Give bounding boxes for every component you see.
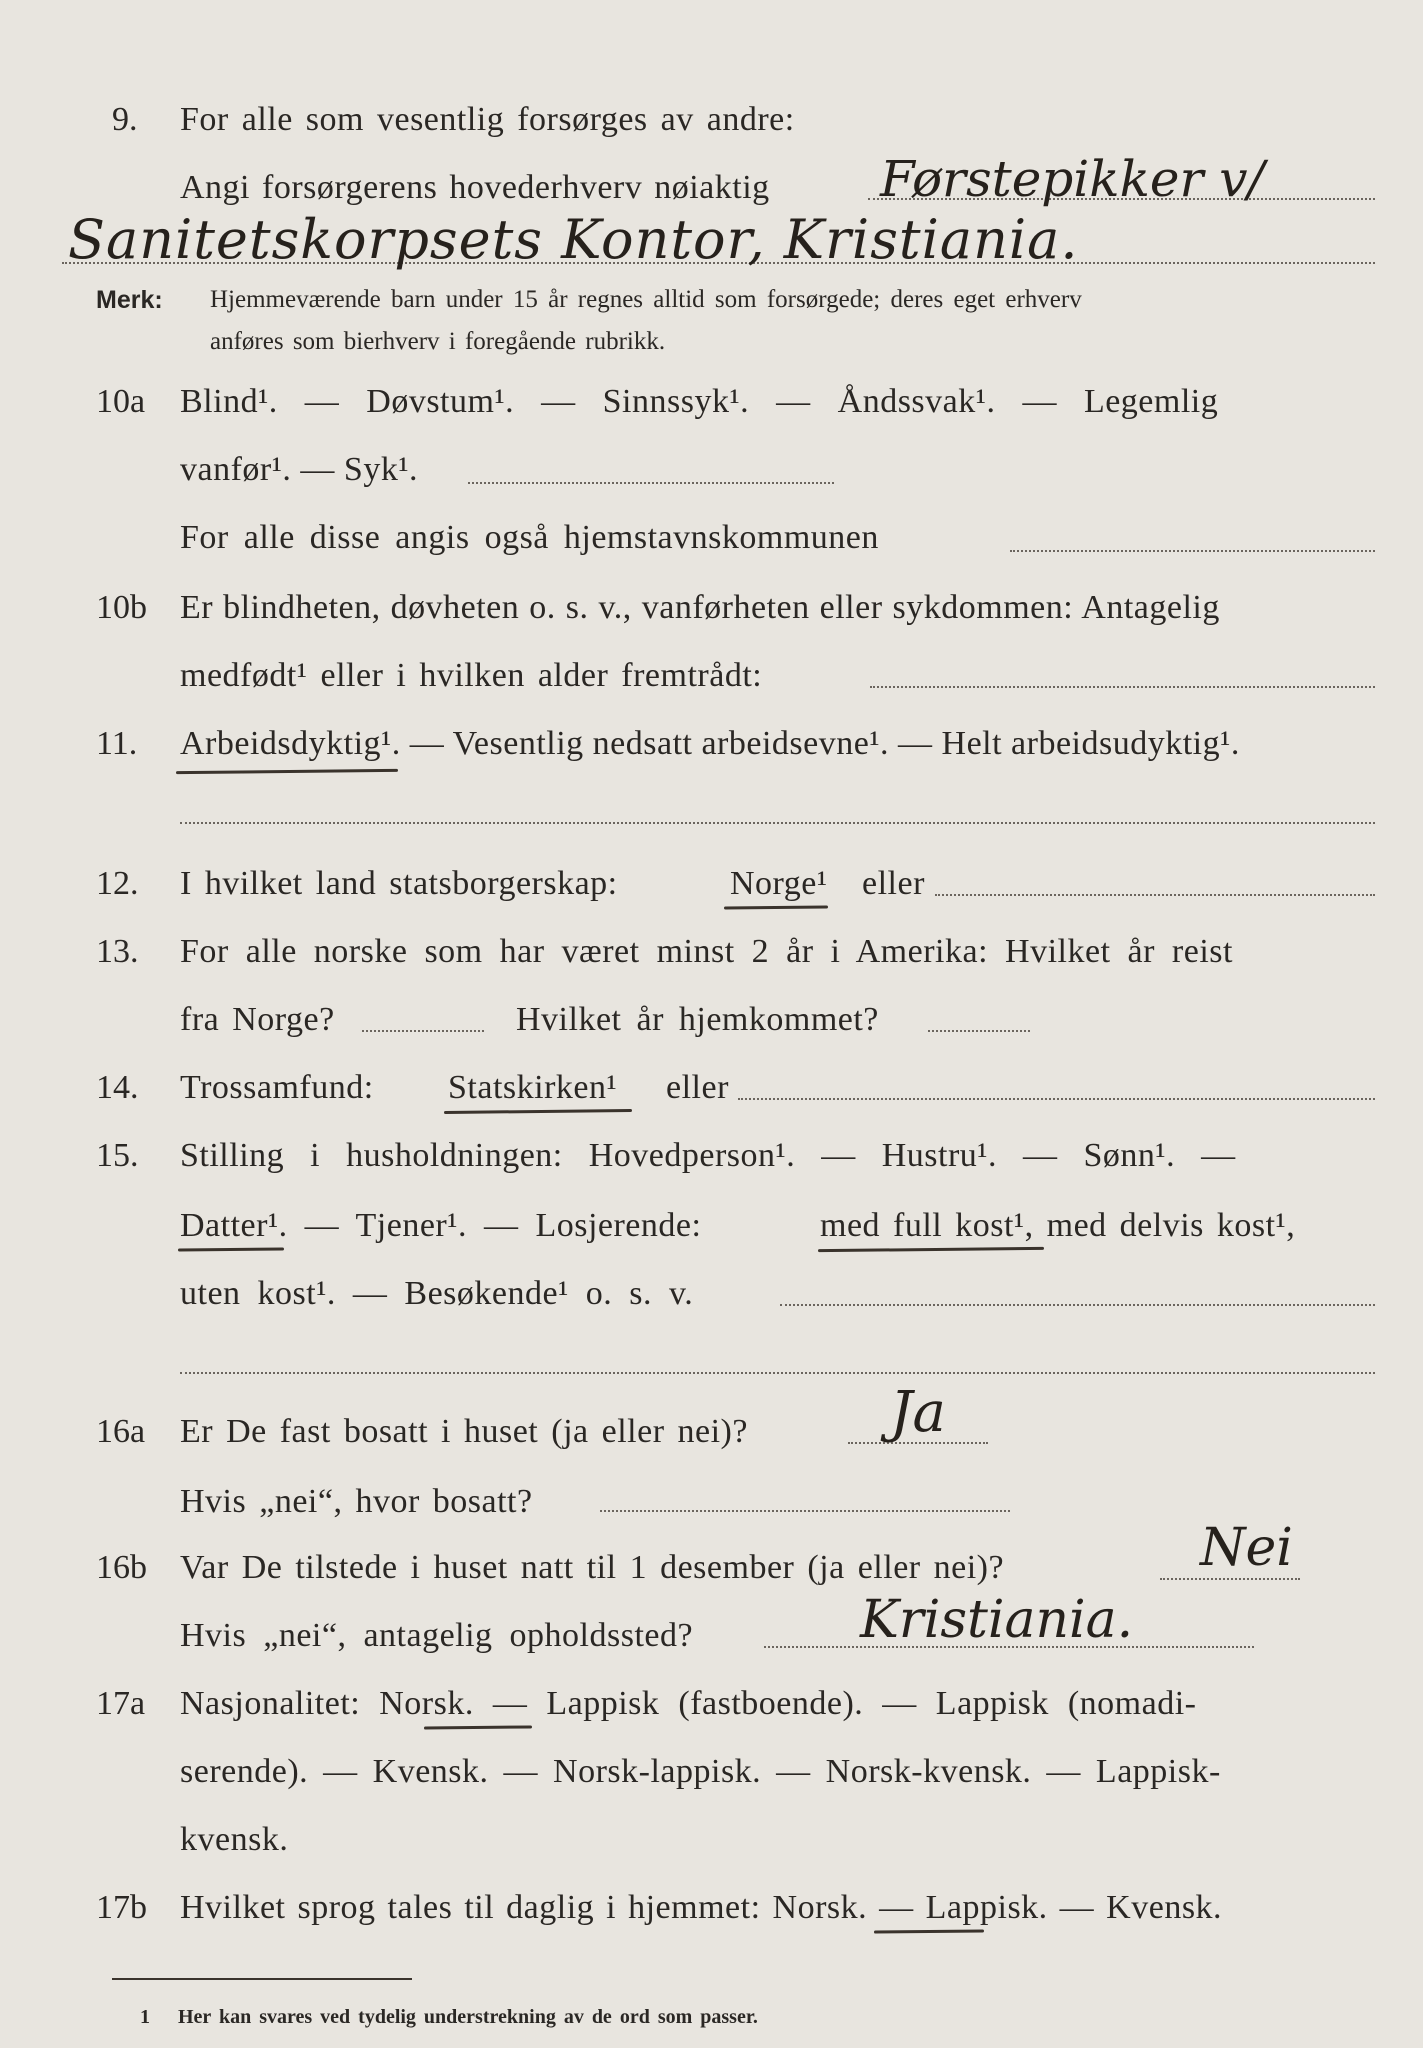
footnote-rule [112,1978,412,1980]
q9-line2: Angi forsørgerens hovederhverv nøiaktig [180,169,770,206]
q17b-underline-norsk [874,1929,984,1933]
q14-label: Trossamfund: [180,1069,374,1106]
q12-number: 12. [96,865,139,902]
q10b-line1: Er blindheten, døvheten o. s. v., vanførheten eller sykdommen: Antagelig [180,589,1220,626]
q13-number: 13. [96,933,139,970]
q13-line1: For alle norske som har været minst 2 år i Amerika: Hvilket år reist [180,933,1233,970]
q10a-line1: Blind¹. — Døvstum¹. — Sinnssyk¹. — Åndssvak¹. — Legemlig [180,383,1219,420]
q17b-line1: Hvilket sprog tales til daglig i hjemmet: Norsk. — Lappisk. — Kvensk. [180,1889,1223,1926]
q17a-number: 17a [96,1685,146,1722]
q10b-answer-line [870,686,1375,688]
q12-word-norge: Norge¹ [730,865,828,902]
q16a-line2: Hvis „nei“, hvor bosatt? [180,1483,533,1520]
q15-answer-line2 [180,1372,1375,1374]
merk-label: Merk: [96,286,163,314]
q11-answer-line [180,822,1375,824]
q17a-line2: serende). — Kvensk. — Norsk-lappisk. — Norsk-kvensk. — Lappisk- [180,1753,1221,1790]
q14-answer-line [738,1098,1375,1100]
q10b-number: 10b [96,589,147,626]
q13-line2b: Hvilket år hjemkommet? [516,1001,879,1038]
q14-tail: eller [666,1069,729,1106]
q16b-line1: Var De tilstede i huset natt til 1 desember (ja eller nei)? [180,1549,1005,1586]
q16b-handwritten-answer2: Kristiania. [860,1590,1134,1650]
q14-word-statskirken: Statskirken¹ [448,1069,618,1106]
q16b-number: 16b [96,1549,147,1586]
footnote-text: Her kan svares ved tydelig understrekning av de ord som passer. [178,2006,758,2028]
q16b-answer-line1 [1160,1578,1300,1580]
q13-hjemkommet-answer-line [928,1030,1030,1032]
q15-line2b: med full kost¹, med delvis kost¹, [820,1207,1296,1244]
q15-line2a: Datter¹. — Tjener¹. — Losjerende: [180,1207,702,1244]
q15-answer-line1 [780,1304,1375,1306]
q9-handwritten-answer1: Førstepikker v/ [880,150,1265,208]
q16b-handwritten-answer1: Nei [1200,1518,1293,1578]
q10a-line3: For alle disse angis også hjemstavnskommunen [180,519,879,556]
q10a-answer-line1 [468,482,834,484]
q12-underline-norge [724,905,828,909]
q11-number: 11. [96,725,138,762]
q17b-number: 17b [96,1889,147,1926]
q10a-line2: vanfør¹. — Syk¹. [180,451,419,488]
q14-underline-statskirken [444,1109,632,1114]
q16a-line1: Er De fast bosatt i huset (ja eller nei)? [180,1413,748,1450]
q15-underline-med-full-kost [818,1247,1044,1252]
q10a-number: 10a [96,383,146,420]
q15-line3: uten kost¹. — Besøkende¹ o. s. v. [180,1275,694,1312]
q9-line1: For alle som vesentlig forsørges av andre: [180,101,795,138]
q17a-underline-norsk [424,1725,532,1729]
merk-line1: Hjemmeværende barn under 15 år regnes alltid som forsørgede; deres eget erhverv [210,286,1082,313]
merk-line2: anføres som bierhverv i foregående rubrikk. [210,328,666,355]
q17a-line1: Nasjonalitet: Norsk. — Lappisk (fastboende). — Lappisk (nomadi- [180,1685,1197,1722]
q14-number: 14. [96,1069,139,1106]
q13-reist-answer-line [362,1030,484,1032]
q11-line1: Arbeidsdyktig¹. — Vesentlig nedsatt arbeidsevne¹. — Helt arbeidsudyktig¹. [180,725,1240,762]
q16b-line2: Hvis „nei“, antagelig opholdssted? [180,1617,694,1654]
q15-line1: Stilling i husholdningen: Hovedperson¹. — Hustru¹. — Sønn¹. — [180,1137,1236,1174]
q15-underline-datter [178,1247,284,1251]
q11-underline-arbeidsdyktig [176,769,398,774]
q9-handwritten-answer2: Sanitetskorpsets Kontor, Kristiania. [68,208,1079,271]
q12-line1: I hvilket land statsborgerskap: [180,865,618,902]
q10b-line2: medfødt¹ eller i hvilken alder fremtrådt: [180,657,763,694]
q9-number: 9. [112,101,138,138]
q16a-handwritten-answer: Ja [890,1380,946,1445]
q12-answer-line [935,894,1375,896]
q16a-bosatt-answer-line [600,1510,1010,1512]
q16a-number: 16a [96,1413,146,1450]
q17a-line3: kvensk. [180,1821,289,1858]
q13-line2a: fra Norge? [180,1001,335,1038]
q10a-answer-line2 [1010,550,1375,552]
q12-tail: eller [862,865,925,902]
footnote-mark: 1 [140,2006,150,2028]
q15-number: 15. [96,1137,139,1174]
